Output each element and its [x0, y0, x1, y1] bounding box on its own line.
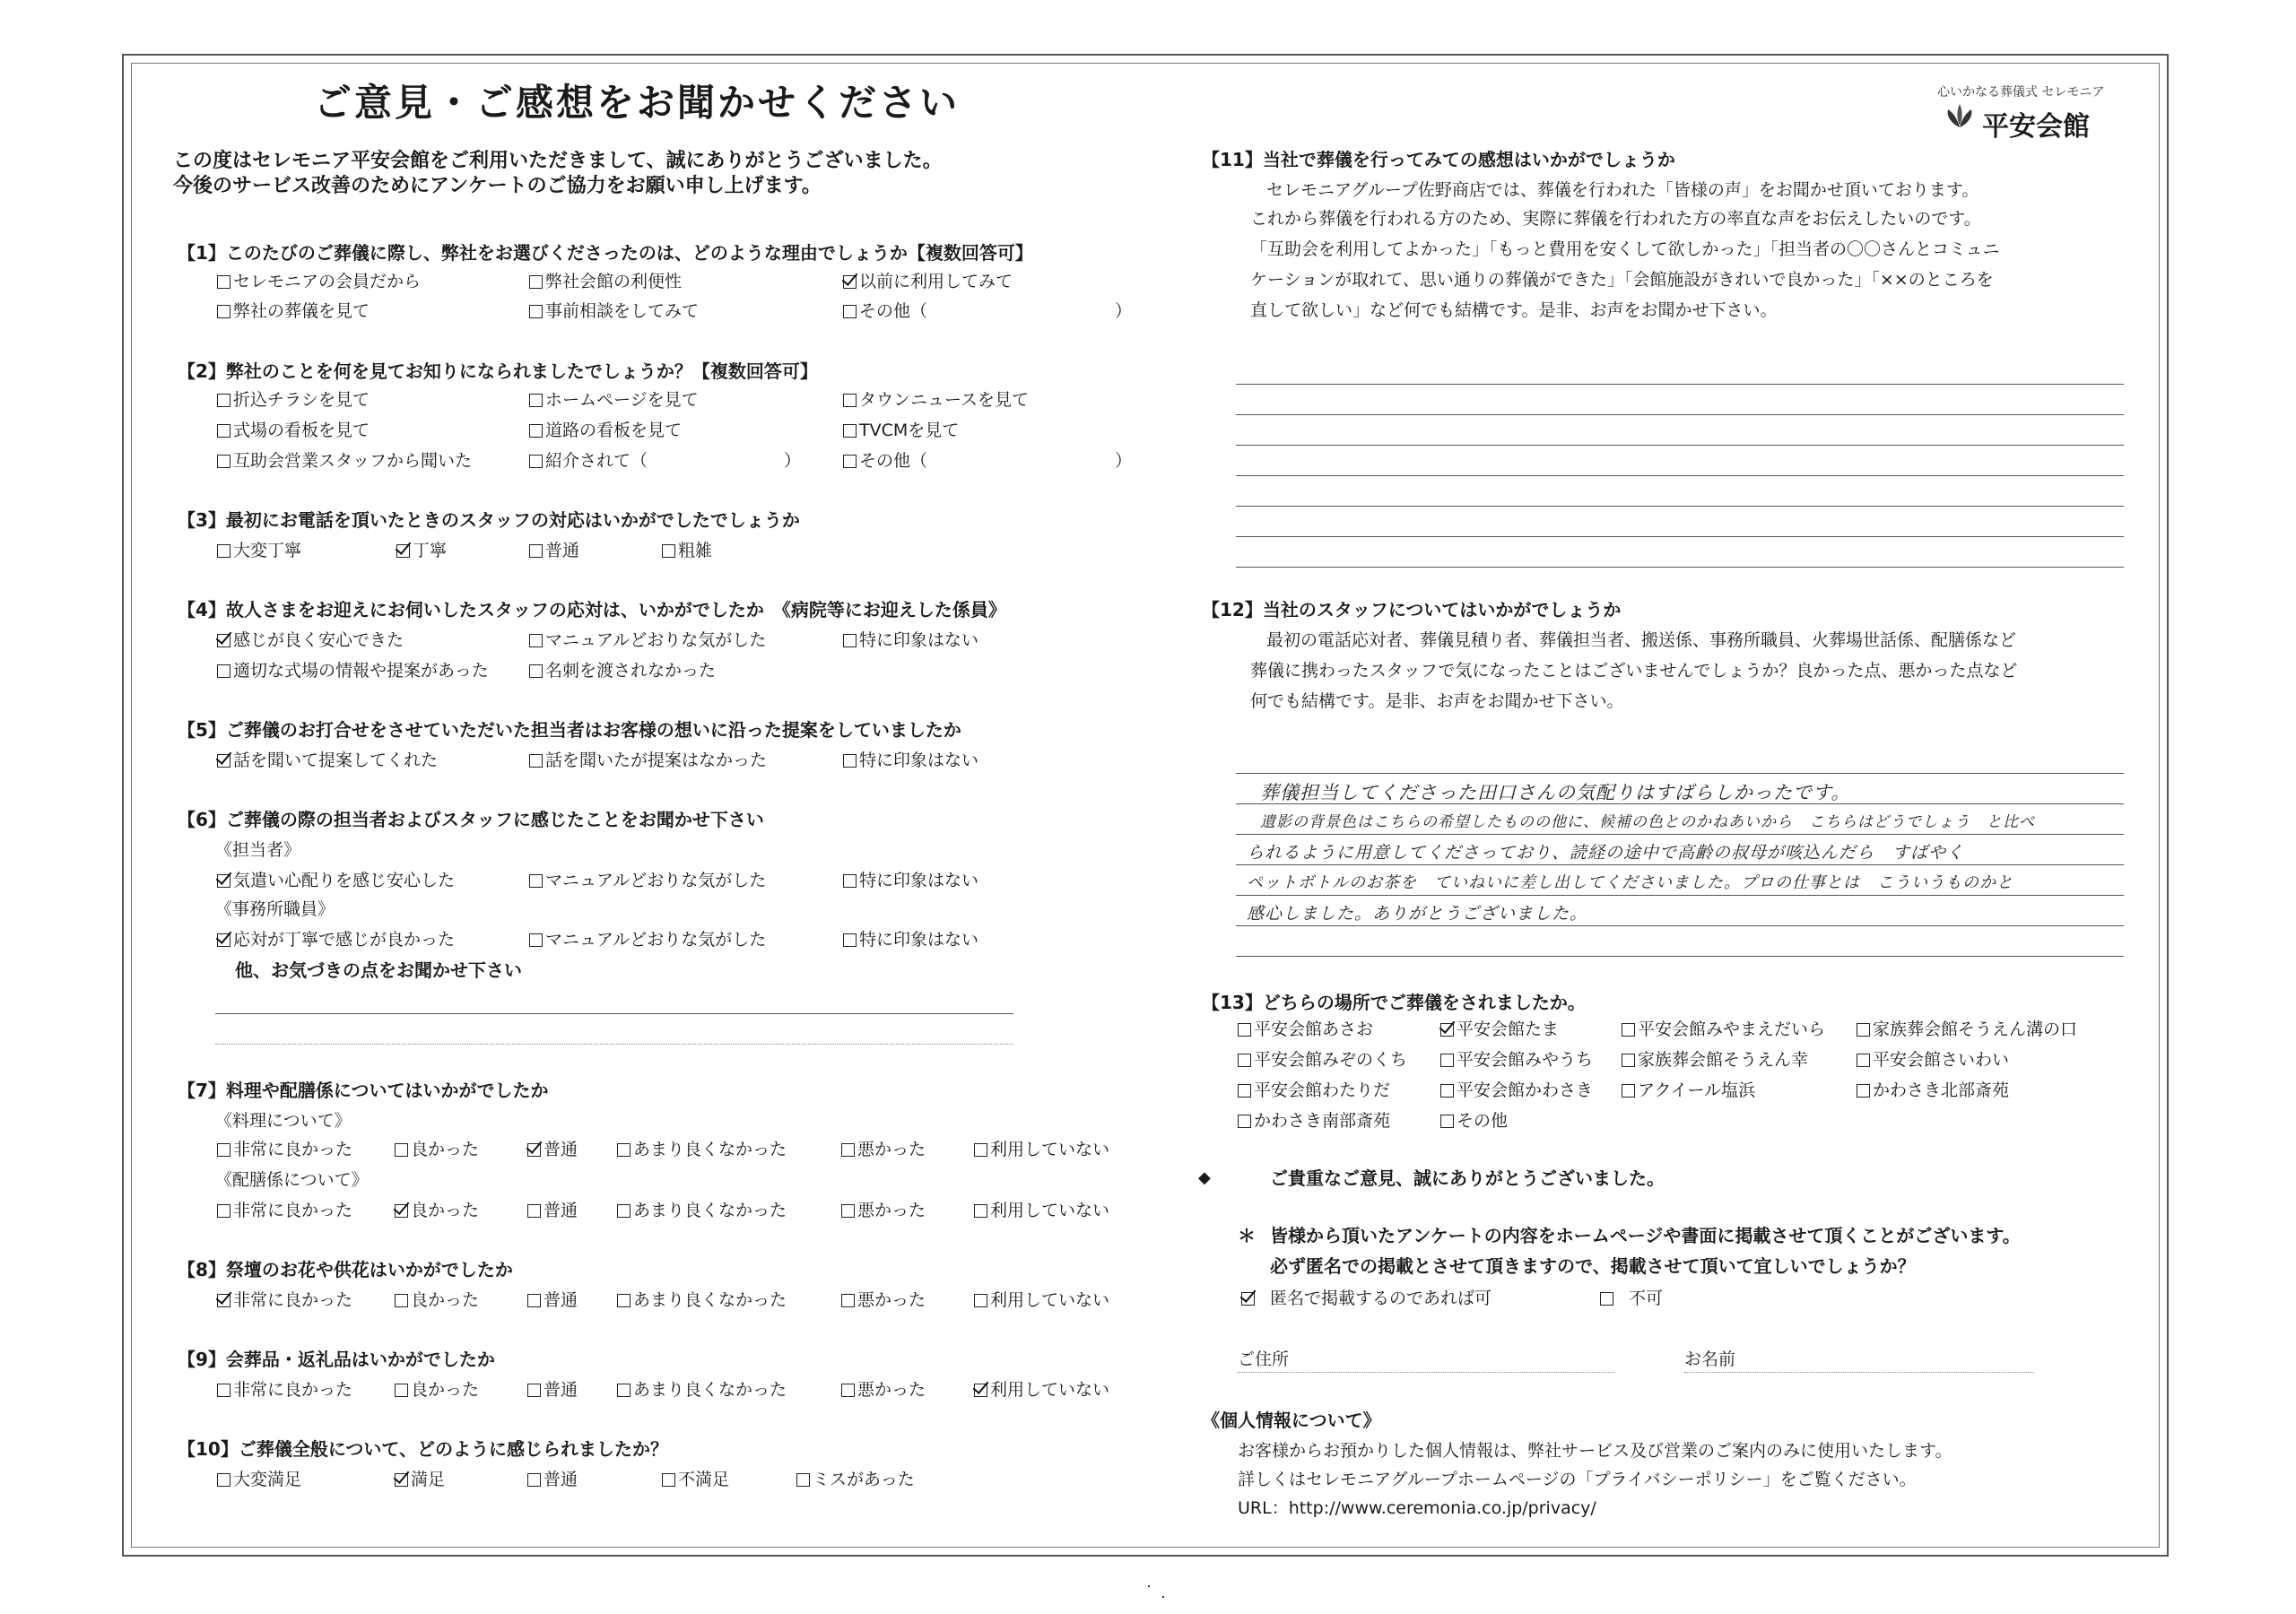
q2-option[interactable]: 互助会営業スタッフから聞いた	[217, 450, 472, 472]
q2-option[interactable]: タウンニュースを見て	[843, 389, 1029, 411]
address-field[interactable]	[1238, 1372, 1614, 1373]
q2-option[interactable]: 式場の看板を見て	[217, 420, 370, 441]
q7-service-option[interactable]: 利用していない	[974, 1200, 1109, 1221]
q9-option[interactable]: 悪かった	[841, 1379, 926, 1401]
checkbox-icon	[217, 305, 230, 318]
q5-label: 【5】ご葬儀のお打合せをさせていただいた担当者はお客様の想いに沿った提案をしていましたか	[178, 719, 961, 741]
logo-name: 平安会館	[1982, 111, 2090, 143]
publish-yes-option-checked[interactable]: 匿名で掲載するのであれば可	[1241, 1288, 1492, 1309]
q6-other-line[interactable]	[215, 1044, 1013, 1045]
intro-line-1: この度はセレモニア平安会館をご利用いただきまして、誠にありがとうございました。	[173, 150, 943, 172]
q12-label: 【12】当社のスタッフについてはいかがでしょうか	[1202, 599, 1622, 620]
q3-option[interactable]: 大変丁寧	[217, 540, 301, 561]
handwritten-comment-line-4: ペットボトルのお茶を ていねいに差し出してくださいました。プロの仕事とは こういうものかと	[1247, 873, 2013, 892]
q13-option[interactable]: その他	[1440, 1110, 1508, 1132]
q6-option[interactable]: 特に印象はない	[843, 870, 978, 891]
q12-desc-3: 何でも結構です。是非、お声をお聞かせ下さい。	[1250, 691, 1624, 711]
q13-option[interactable]: 平安会館みやうち	[1440, 1049, 1593, 1071]
address-label: ご住所	[1238, 1349, 1290, 1369]
q1-option[interactable]: 弊社の葬儀を見て	[217, 300, 370, 322]
q7-food-option[interactable]: 非常に良かった	[217, 1139, 352, 1160]
q13-option[interactable]: 平安会館さいわい	[1857, 1049, 2009, 1071]
publish-no-option[interactable]: 不可	[1600, 1288, 1663, 1309]
q13-option[interactable]: 家族葬会館そうえん溝の口	[1857, 1019, 2077, 1040]
q7-service-option[interactable]: 非常に良かった	[217, 1200, 352, 1221]
q6-option[interactable]: 特に印象はない	[843, 929, 978, 950]
q7-food-option[interactable]: 悪かった	[841, 1139, 926, 1160]
q9-option[interactable]: あまり良くなかった	[617, 1379, 787, 1401]
checked-checkbox-icon	[395, 1204, 408, 1218]
q12-answer-line[interactable]	[1236, 895, 2124, 896]
checked-checkbox-icon	[843, 275, 857, 289]
checkbox-icon	[843, 305, 857, 318]
lotus-logo-icon	[1944, 102, 1975, 129]
q4-label: 【4】故人さまをお迎えにお伺いしたスタッフの応対は、いかがでしたか 《病院等にお迎えした係員》	[178, 599, 1006, 620]
q12-desc-1: 最初の電話応対者、葬儀見積り者、葬儀担当者、搬送係、事務所職員、火葬場世話係、配膳係など	[1266, 630, 2017, 650]
q6-other-line[interactable]	[215, 1013, 1013, 1014]
q11-answer-line[interactable]	[1236, 536, 2124, 537]
q7-sub-service: 《配膳係について》	[215, 1170, 369, 1190]
q10-option[interactable]: ミスがあった	[796, 1469, 915, 1490]
name-field[interactable]	[1684, 1372, 2034, 1373]
q7-service-option[interactable]: 普通	[527, 1200, 578, 1221]
q8-option[interactable]: 普通	[527, 1289, 578, 1311]
q1-option[interactable]: セレモニアの会員だから	[217, 271, 421, 292]
q6-option-checked[interactable]: 応対が丁寧で感じが良かった	[217, 929, 455, 950]
q6-sub-staff: 《担当者》	[215, 840, 301, 860]
privacy-line-2: 詳しくはセレモニアグループホームページの「プライバシーポリシー」をご覧ください。	[1238, 1470, 1917, 1489]
q12-desc-2: 葬儀に携わったスタッフで気になったことはございませんでしょうか？良かった点、悪かった点など	[1250, 661, 2018, 681]
q1-option[interactable]: 弊社会館の利便性	[529, 271, 682, 292]
q10-option-checked[interactable]: 満足	[395, 1469, 445, 1490]
q9-option[interactable]: 良かった	[395, 1379, 479, 1401]
q12-answer-line[interactable]	[1236, 864, 2124, 865]
q13-option[interactable]: 平安会館かわさき	[1440, 1080, 1593, 1101]
q5-option[interactable]: 話を聞いたが提案はなかった	[529, 750, 767, 771]
checked-checkbox-icon	[1440, 1023, 1454, 1037]
page-title: ご意見・ご感想をお聞かせください	[314, 81, 961, 125]
q7-food-option[interactable]: 利用していない	[974, 1139, 1109, 1160]
q9-label: 【9】会葬品・返礼品はいかがでしたか	[178, 1349, 495, 1370]
q8-label: 【8】祭壇のお花や供花はいかがでしたか	[178, 1259, 513, 1280]
scan-speck	[1148, 1585, 1150, 1587]
q2-option[interactable]: TVCMを見て	[843, 420, 959, 441]
q11-desc-4: ケーションが取れて、思い通りの葬儀ができた」「会館施設がきれいで良かった」「××のところを	[1250, 270, 1994, 290]
q6-label: 【6】ご葬儀の際の担当者およびスタッフに感じたことをお聞かせ下さい	[178, 809, 764, 830]
q2-option[interactable]: 紹介されて（ ）	[529, 450, 801, 472]
privacy-line-1: お客様からお預かりした個人情報は、弊社サービス及び営業のご案内のみに使用いたします。	[1238, 1441, 1952, 1461]
q6-option[interactable]: マニュアルどおりな気がした	[529, 870, 766, 891]
q3-option[interactable]: 普通	[529, 540, 579, 561]
privacy-title: 《個人情報について》	[1202, 1410, 1381, 1431]
handwritten-comment-line-2: 遺影の背景色はこちらの希望したものの他に、候補の色とのかねあいから こちらはどうでしょう と比べ	[1260, 813, 2035, 831]
q13-option[interactable]: 平安会館わたりだ	[1238, 1080, 1390, 1101]
q12-answer-line[interactable]	[1236, 956, 2124, 957]
thanks-message: ご貴重なご意見、誠にありがとうございました。	[1270, 1167, 1665, 1189]
q10-option[interactable]: 普通	[527, 1469, 578, 1490]
q13-option[interactable]: かわさき北部斎苑	[1857, 1080, 2009, 1101]
q5-option[interactable]: 特に印象はない	[843, 750, 978, 771]
q4-option[interactable]: 名刺を渡されなかった	[529, 660, 716, 681]
q8-option[interactable]: 良かった	[395, 1289, 479, 1311]
q7-food-option[interactable]: あまり良くなかった	[617, 1139, 787, 1160]
publish-notice-1: 皆様から頂いたアンケートの内容をホームページや書面に掲載させて頂くことがございます。	[1270, 1225, 2021, 1246]
q9-option[interactable]: 非常に良かった	[217, 1379, 352, 1401]
q13-option[interactable]: 家族葬会館そうえん幸	[1622, 1049, 1808, 1071]
logo-tagline: 心いかなる葬儀式 セレモニア	[1937, 85, 2105, 100]
q10-label: 【10】ご葬儀全般について、どのように感じられましたか？	[178, 1438, 669, 1460]
q7-service-option[interactable]: あまり良くなかった	[617, 1200, 787, 1221]
handwritten-comment-line-5: 感心しました。ありがとうございました。	[1247, 904, 1588, 924]
q2-option[interactable]: 道路の看板を見て	[529, 420, 682, 441]
q11-answer-line[interactable]	[1236, 567, 2124, 568]
q8-option-checked[interactable]: 非常に良かった	[217, 1289, 352, 1311]
q11-label: 【11】当社で葬儀を行ってみての感想はいかがでしょうか	[1202, 149, 1675, 170]
checked-checkbox-icon	[217, 754, 230, 768]
q1-option[interactable]: 事前相談をしてみて	[529, 300, 699, 322]
checked-checkbox-icon	[395, 1473, 408, 1487]
privacy-url-link[interactable]: URL：http://www.ceremonia.co.jp/privacy/	[1238, 1498, 1596, 1518]
name-label: お名前	[1684, 1349, 1736, 1369]
q9-option[interactable]: 普通	[527, 1379, 578, 1401]
handwritten-comment-line-3: られるように用意してくださっており、読経の途中で高齢の叔母が咳込んだら すばやく	[1247, 843, 1965, 863]
q2-option[interactable]: 折込チラシを見て	[217, 389, 370, 411]
checkbox-icon	[217, 275, 230, 289]
asterisk-icon: ＊	[1238, 1225, 1256, 1246]
q4-option[interactable]: 適切な式場の情報や提案があった	[217, 660, 489, 681]
checked-checkbox-icon	[217, 634, 230, 647]
q11-answer-line[interactable]	[1236, 445, 2124, 446]
q1-option-checked[interactable]: 以前に利用してみて	[843, 271, 1013, 292]
q12-answer-line[interactable]	[1236, 925, 2124, 926]
checked-checkbox-icon	[1241, 1292, 1255, 1306]
q3-option-checked[interactable]: 丁寧	[396, 540, 447, 561]
q8-option[interactable]: 利用していない	[974, 1289, 1109, 1311]
q7-label: 【7】料理や配膳係についてはいかがでしたか	[178, 1080, 549, 1101]
q11-desc-5: 直して欲しい」など何でも結構です。是非、お声をお聞かせ下さい。	[1250, 300, 1778, 320]
checked-checkbox-icon	[974, 1384, 987, 1397]
q13-option-checked[interactable]: 平安会館たま	[1440, 1019, 1559, 1040]
checkbox-icon	[529, 305, 543, 318]
q13-option[interactable]: 平安会館あさお	[1238, 1019, 1373, 1040]
q12-answer-line[interactable]	[1236, 773, 2124, 774]
q4-option[interactable]: 特に印象はない	[843, 629, 978, 651]
q4-option[interactable]: マニュアルどおりな気がした	[529, 629, 766, 651]
checked-checkbox-icon	[527, 1143, 541, 1157]
q13-option[interactable]: 平安会館みやまえだいら	[1622, 1019, 1825, 1040]
q6-option-checked[interactable]: 気遣い心配りを感じ安心した	[217, 870, 455, 891]
q13-label: 【13】どちらの場所でご葬儀をされましたか。	[1202, 992, 1586, 1013]
q2-label: 【2】弊社のことを何を見てお知りになられましたでしょうか？【複数回答可】	[178, 360, 818, 382]
q6-sub-office: 《事務所職員》	[215, 899, 335, 919]
checked-checkbox-icon	[217, 874, 230, 888]
q11-answer-line[interactable]	[1236, 384, 2124, 385]
q3-label: 【3】最初にお電話を頂いたときのスタッフの対応はいかがでしたでしょうか	[178, 509, 800, 531]
q1-option[interactable]: その他（ ）	[843, 300, 1132, 322]
q8-option[interactable]: 悪かった	[841, 1289, 926, 1311]
checked-checkbox-icon	[396, 544, 410, 558]
q6-other-label: 他、お気づきの点をお聞かせ下さい	[235, 959, 522, 981]
q7-sub-food: 《料理について》	[215, 1111, 352, 1131]
q4-option-checked[interactable]: 感じが良く安心できた	[217, 629, 404, 651]
q13-option[interactable]: アクイール塩浜	[1622, 1080, 1755, 1101]
q5-option-checked[interactable]: 話を聞いて提案してくれた	[217, 750, 438, 771]
intro-line-2: 今後のサービス改善のためにアンケートのご協力をお願い申し上げます。	[173, 175, 822, 197]
q9-option-checked[interactable]: 利用していない	[974, 1379, 1109, 1401]
q7-service-option[interactable]: 悪かった	[841, 1200, 926, 1221]
q8-option[interactable]: あまり良くなかった	[617, 1289, 787, 1311]
q7-food-option-checked[interactable]: 普通	[527, 1139, 578, 1160]
q12-answer-line[interactable]	[1236, 834, 2124, 835]
q3-option[interactable]: 粗雑	[662, 540, 712, 561]
q10-option[interactable]: 大変満足	[217, 1469, 301, 1490]
q2-option[interactable]: ホームページを見て	[529, 389, 699, 411]
checkbox-icon	[529, 275, 543, 289]
q7-food-option[interactable]: 良かった	[395, 1139, 479, 1160]
q11-desc-2: これから葬儀を行われる方のため、実際に葬儀を行われた方の率直な声をお伝えしたいのです。	[1250, 209, 1981, 229]
q11-answer-line[interactable]	[1236, 475, 2124, 476]
q11-desc-1: セレモニアグループ佐野商店では、葬儀を行われた「皆様の声」をお聞かせ頂いております。	[1266, 180, 1979, 200]
handwritten-comment-line-1: 葬儀担当してくださった田口さんの気配りはすばらしかったです。	[1260, 782, 1851, 803]
q13-option[interactable]: 平安会館みぞのくち	[1238, 1049, 1407, 1071]
q11-desc-3: 「互助会を利用してよかった」「もっと費用を安くして欲しかった」「担当者の〇〇さんとコミュニ	[1250, 239, 2000, 259]
diamond-icon: ◆	[1198, 1168, 1211, 1187]
publish-notice-2: 必ず匿名での掲載とさせて頂きますので、掲載させて頂いて宜しいでしょうか？	[1270, 1255, 1916, 1277]
q10-option[interactable]: 不満足	[662, 1469, 729, 1490]
q13-option[interactable]: かわさき南部斎苑	[1238, 1110, 1390, 1132]
checked-checkbox-icon	[217, 1294, 230, 1307]
q7-service-option-checked[interactable]: 良かった	[395, 1200, 479, 1221]
q1-label: 【1】このたびのご葬儀に際し、弊社をお選びくださったのは、どのような理由でしょうか【複数回答可】	[178, 242, 1033, 264]
q2-option[interactable]: その他（ ）	[843, 450, 1132, 472]
checked-checkbox-icon	[217, 933, 230, 947]
q11-answer-line[interactable]	[1236, 414, 2124, 415]
scan-speck	[1162, 1596, 1164, 1598]
q6-option[interactable]: マニュアルどおりな気がした	[529, 929, 766, 950]
q11-answer-line[interactable]	[1236, 506, 2124, 507]
